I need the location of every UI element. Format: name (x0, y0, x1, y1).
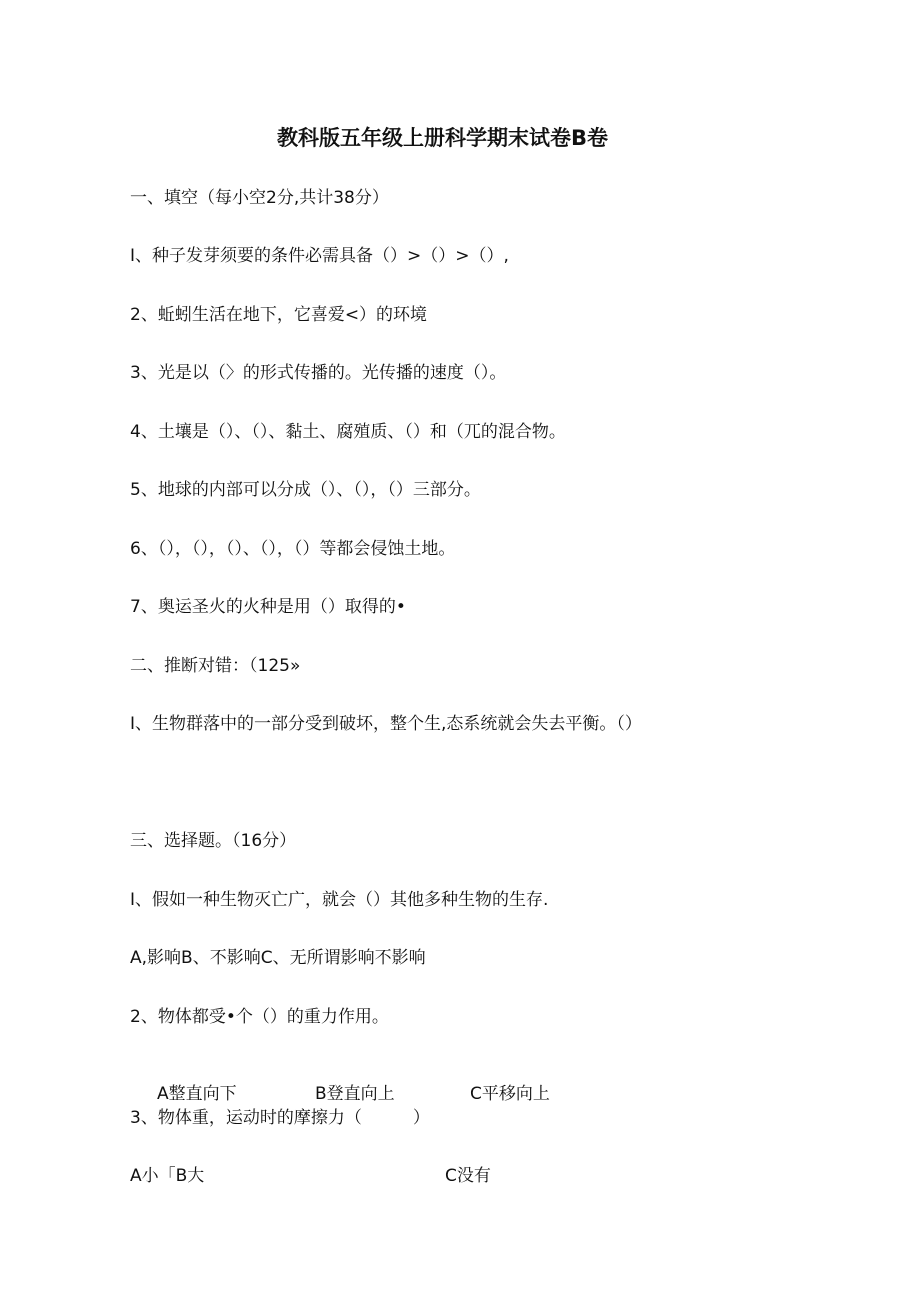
section3-heading: 三、选择题。（16分） (130, 831, 297, 851)
section2-heading: 二、推断对错：（125» (130, 656, 301, 676)
section1-heading: 一、填空（每小空2分,共计38分） (130, 188, 389, 208)
fill-question-3: 3、光是以（〉的形式传播的。光传播的速度（）。 (130, 363, 507, 383)
choice-question-1-options: A,影响B、不影响C、无所谓影响不影响 (130, 948, 426, 968)
choice-question-3-option-ab: A小「B大 (130, 1166, 205, 1186)
page-title: 教科版五年级上册科学期末试卷B卷 (276, 126, 608, 150)
fill-question-6: 6、（），（），（）、（），（）等都会侵蚀土地。 (130, 539, 456, 559)
fill-question-1: I、种子发芽须要的条件必需具备（）>（）>（）, (130, 246, 509, 266)
choice-question-2-option-b: B登直向上 (315, 1084, 395, 1104)
choice-question-1: I、假如一种生物灭亡广，就会（）其他多种生物的生存. (130, 890, 549, 910)
judge-question-1: I、生物群落中的一部分受到破坏，整个生,态系统就会失去平衡。（） (130, 714, 642, 734)
fill-question-5: 5、地球的内部可以分成（）、（），（）三部分。 (130, 480, 481, 500)
fill-question-7: 7、奥运圣火的火种是用（）取得的• (130, 597, 406, 617)
choice-question-2: 2、物体都受•个（）的重力作用。 (130, 1007, 389, 1027)
choice-question-2-option-c: C平移向上 (470, 1084, 550, 1104)
choice-question-3: 3、物体重，运动时的摩擦力（ ） (130, 1108, 430, 1128)
fill-question-2: 2、蚯蚓生活在地下，它喜爱<）的环境 (130, 305, 428, 325)
choice-question-2-option-a: A整直向下 (157, 1084, 237, 1104)
fill-question-4: 4、土壤是（）、（）、黏土、腐殖质、（）和（兀的混合物。 (130, 422, 566, 442)
choice-question-3-option-c: C没有 (445, 1166, 491, 1186)
